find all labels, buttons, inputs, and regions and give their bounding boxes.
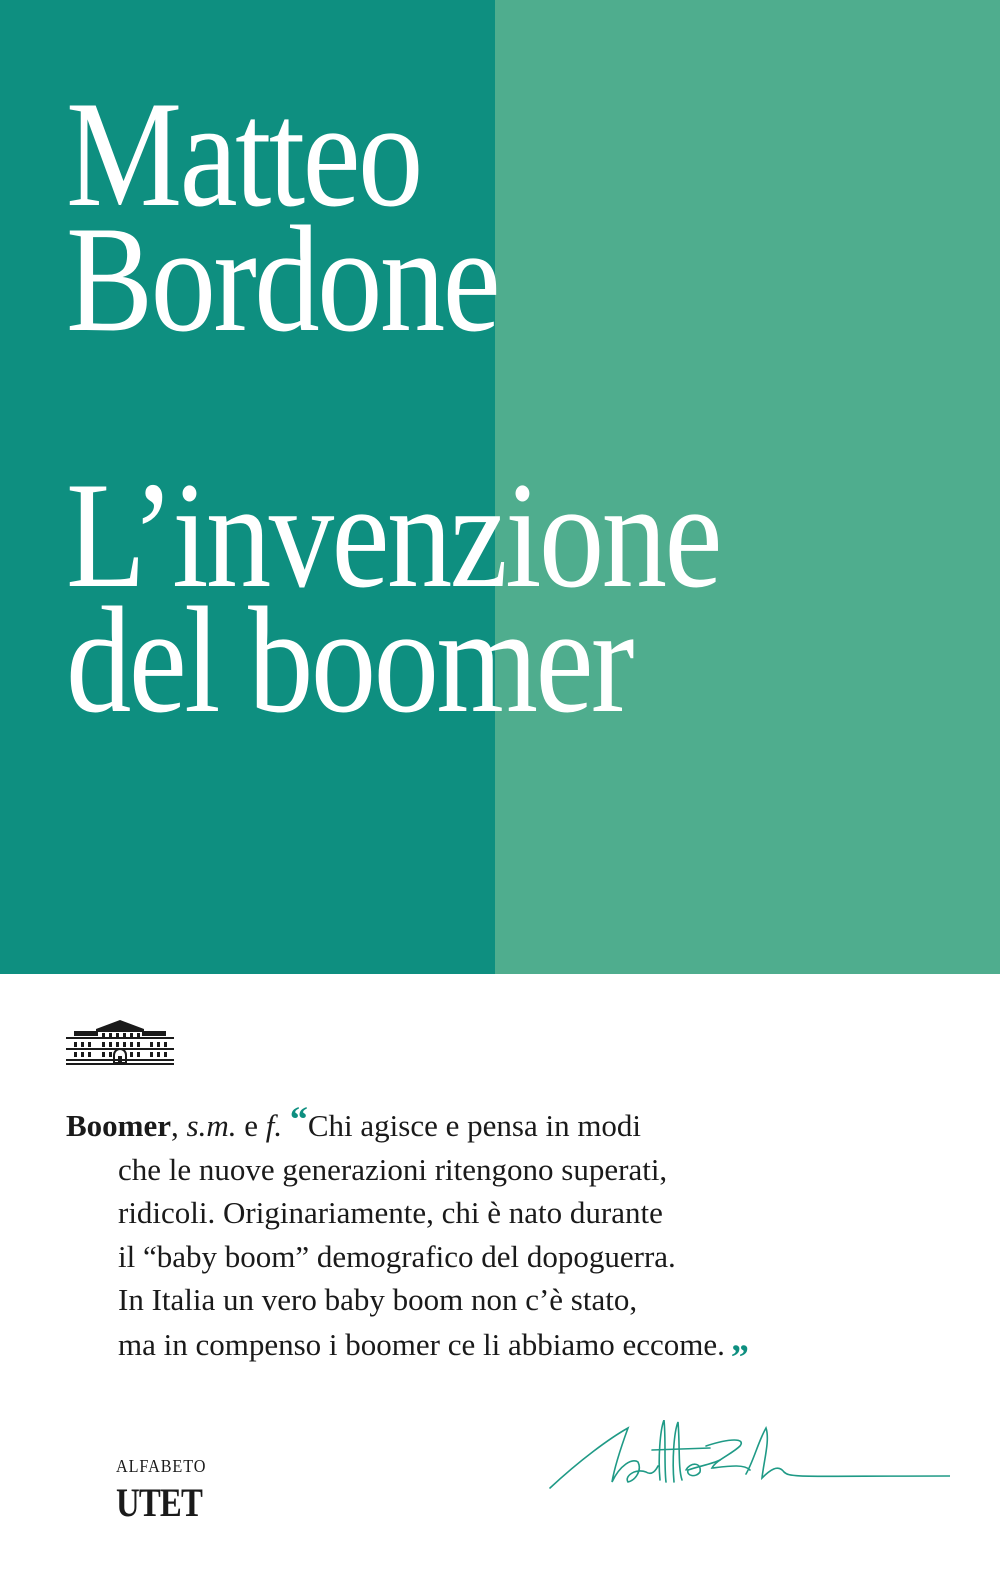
grammar-label: s.m. [186,1108,237,1143]
author-first-name: Matteo [66,70,421,238]
definition-line-1: Boomer, s.m. e f. “Chi agisce e pensa in modi [66,1099,642,1143]
book-title-line-1: L’invenzione [66,451,720,619]
publisher-logo [116,1456,221,1523]
open-quote-icon: “ [289,1099,308,1139]
definition-term: Boomer [66,1108,172,1143]
definition-line-3: ridicoli. Originariamente, chi è nato durante [118,1195,663,1230]
definition-line-4: il “baby boom” demografico del dopoguerra. [118,1238,676,1274]
definition-line-6: ma in compenso i boomer ce li abbiamo eccome. ” [118,1326,749,1377]
definition-text: Chi agisce e pensa in modi [307,1108,642,1143]
building-icon [64,1019,176,1067]
publisher-series: ALFABETO [116,1456,207,1476]
book-title-line-2: del boomer [66,576,632,744]
definition-line-2: che le nuove generazioni ritengono superati, [118,1151,668,1187]
grammar-label-2: f. [265,1108,283,1143]
boomer-definition [66,1099,966,1377]
signature-icon [540,1420,950,1500]
close-quote-icon: ” [730,1336,749,1377]
publisher-name: UTET [116,1480,203,1525]
definition-line-5: In Italia un vero baby boom non c’è stato, [118,1282,638,1317]
author-last-name: Bordone [66,195,499,363]
